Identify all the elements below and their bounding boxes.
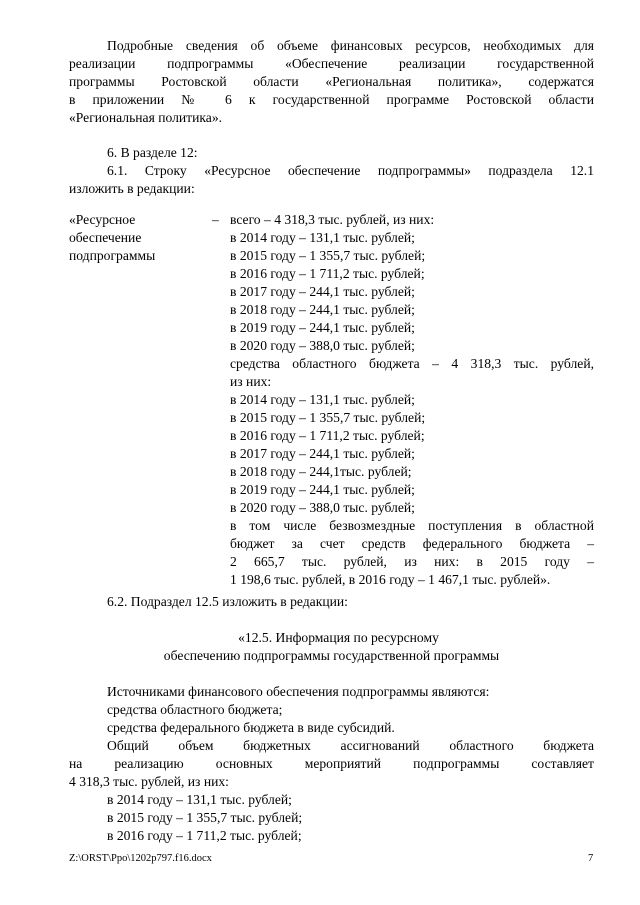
text-line: на реализацию основных мероприятий подпрограммы составляет [69, 756, 594, 771]
text-line: средства федерального бюджета в виде субсидий. [107, 720, 395, 735]
value-line: в 2017 году – 244,1 тыс. рублей; [230, 446, 415, 461]
value-line: в 2020 году – 388,0 тыс. рублей; [230, 338, 415, 353]
text-line: изложить в редакции: [69, 181, 195, 196]
paragraph-general-volume [69, 737, 594, 791]
value-line: в том числе безвозмездные поступления в областной [230, 518, 594, 533]
value-line: в 2017 году – 244,1 тыс. рублей; [230, 284, 415, 299]
value-line: в 2015 году – 1 355,7 тыс. рублей; [230, 410, 426, 425]
value-line: в 2014 году – 131,1 тыс. рублей; [230, 392, 415, 407]
value-line: в 2018 году – 244,1тыс. рублей; [230, 464, 412, 479]
value-line: 2 665,7 тыс. рублей, из них: в 2015 году – [230, 554, 594, 569]
page-number: 7 [588, 853, 594, 864]
value-line: 1 198,6 тыс. рублей, в 2016 году – 1 467,1 тыс. рублей». [230, 572, 551, 587]
text-line: «Региональная политика». [69, 110, 223, 125]
yearly-amounts [107, 791, 594, 845]
value-line: бюджет за счет средств федерального бюджета – [230, 536, 594, 551]
resource-values [230, 211, 594, 589]
paragraph-6-1 [69, 162, 594, 198]
text-line: в 2015 году – 1 355,7 тыс. рублей; [107, 810, 303, 825]
value-line: в 2018 году – 244,1 тыс. рублей; [230, 302, 415, 317]
text-line: Источниками финансового обеспечения подпрограммы являются: [107, 684, 490, 699]
text-line: 6.1. Строку «Ресурсное обеспечение подпрограммы» подраздела 12.1 [107, 163, 594, 178]
label-line: «Ресурсное [69, 212, 136, 227]
text-line: в 2016 году – 1 711,2 тыс. рублей; [107, 828, 302, 843]
value-line: из них: [230, 374, 272, 389]
value-line: в 2016 году – 1 711,2 тыс. рублей; [230, 266, 425, 281]
subsection-12-5-title [69, 629, 594, 665]
text-line: Общий объем бюджетных ассигнований областного бюджета [107, 738, 594, 753]
text-line: в 2014 году – 131,1 тыс. рублей; [107, 792, 292, 807]
funding-sources [107, 683, 594, 737]
value-line: всего – 4 318,3 тыс. рублей, из них: [230, 212, 435, 227]
label-line: подпрограммы [69, 248, 156, 263]
value-line: в 2019 году – 244,1 тыс. рублей; [230, 320, 415, 335]
title-line: обеспечению подпрограммы государственной программы [163, 648, 500, 663]
dash-separator: – [212, 212, 219, 227]
footer-file-path: Z:\ORST\Ppo\1202p797.f16.docx [69, 853, 212, 864]
text-line: реализации подпрограммы «Обеспечение реализации государственной [69, 56, 594, 71]
text-line: программы Ростовской области «Региональная политика», содержатся [69, 74, 594, 89]
text-line: в приложении № 6 к государственной программе Ростовской области [69, 92, 594, 107]
value-line: средства областного бюджета – 4 318,3 тыс. рублей, [230, 356, 594, 371]
value-line: в 2015 году – 1 355,7 тыс. рублей; [230, 248, 426, 263]
paragraph-resources [69, 37, 594, 127]
value-line: в 2020 году – 388,0 тыс. рублей; [230, 500, 415, 515]
value-line: в 2016 году – 1 711,2 тыс. рублей; [230, 428, 425, 443]
title-line: «12.5. Информация по ресурсному [238, 630, 439, 645]
section-6-heading: 6. В разделе 12: [107, 145, 198, 160]
value-line: в 2019 году – 244,1 тыс. рублей; [230, 482, 415, 497]
text-line: 4 318,3 тыс. рублей, из них: [69, 774, 229, 789]
text-line: средства областного бюджета; [107, 702, 283, 717]
section-6-2-heading: 6.2. Подраздел 12.5 изложить в редакции: [107, 594, 348, 609]
text-line: Подробные сведения об объеме финансовых ресурсов, необходимых для [107, 38, 594, 53]
label-line: обеспечение [69, 230, 142, 245]
resource-label [69, 211, 229, 265]
value-line: в 2014 году – 131,1 тыс. рублей; [230, 230, 415, 245]
